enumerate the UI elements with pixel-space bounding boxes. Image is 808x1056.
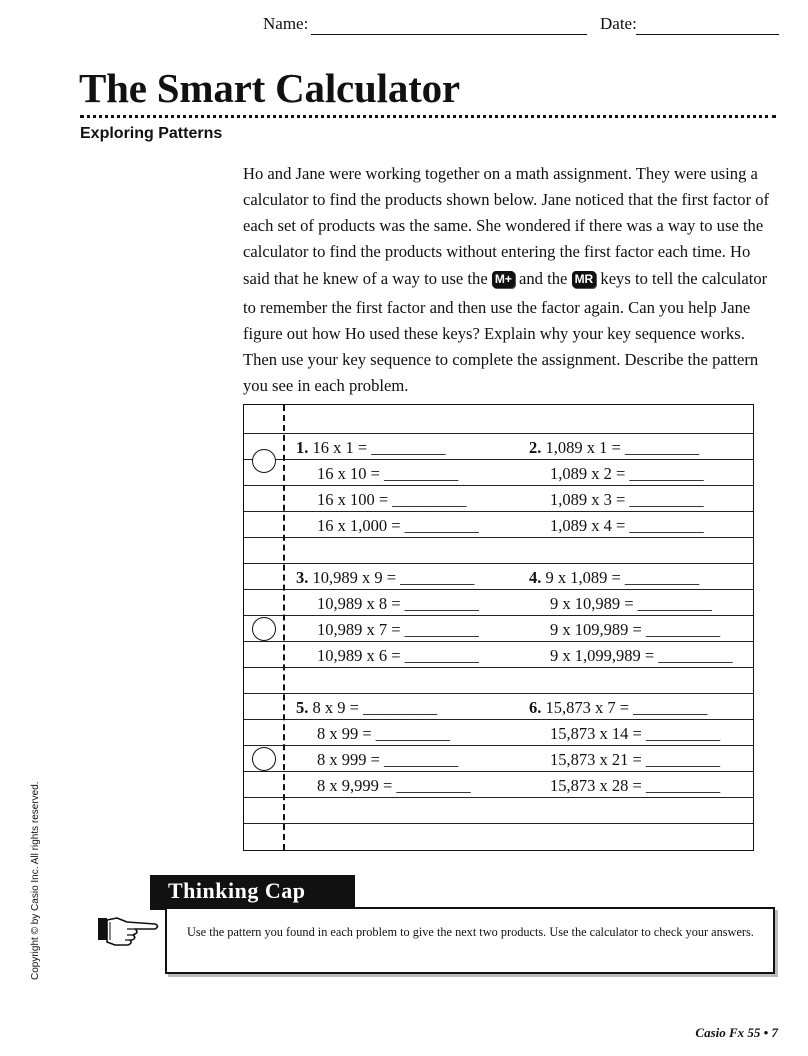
intro-line: calculator to find the products shown below. Jane noticed that the first factor of xyxy=(243,190,770,209)
intro-line: Then use your key sequence to complete the assignment. Describe the pattern xyxy=(243,350,759,369)
problem-line[interactable]: 10,989 x 8 = _________ xyxy=(317,594,479,613)
intro-text: said that he knew of a way to use the xyxy=(243,269,488,288)
thinking-cap-box xyxy=(165,907,775,974)
intro-line: figure out how Ho used these keys? Explain why your key sequence works. xyxy=(243,324,745,343)
problem-line[interactable]: 16 x 100 = _________ xyxy=(317,490,467,509)
ruled-line xyxy=(244,589,753,590)
thinking-cap-title: Thinking Cap xyxy=(168,878,306,903)
problem-line[interactable]: 10,989 x 9 = _________ xyxy=(312,568,475,587)
problem-line[interactable]: 10,989 x 7 = _________ xyxy=(317,620,479,639)
mr-key-icon: MR xyxy=(572,271,597,288)
problem-line[interactable]: 1,089 x 4 = _________ xyxy=(550,516,704,535)
problem-line[interactable]: 15,873 x 7 = _________ xyxy=(545,698,708,717)
page-footer: Casio Fx 55 • 7 xyxy=(695,1025,778,1040)
problem-line[interactable]: 15,873 x 14 = _________ xyxy=(550,724,721,743)
problem-number: 4. xyxy=(529,568,542,587)
ruled-line xyxy=(244,745,753,746)
problem-6 xyxy=(529,698,707,718)
problem-5 xyxy=(296,698,437,718)
binder-hole xyxy=(252,747,276,771)
ruled-line xyxy=(244,485,753,486)
problem-line[interactable]: 15,873 x 21 = _________ xyxy=(550,750,721,769)
problem-4 xyxy=(529,568,699,588)
ruled-line xyxy=(244,641,753,642)
problem-line[interactable]: 10,989 x 6 = _________ xyxy=(317,646,479,665)
problem-line[interactable]: 1,089 x 1 = _________ xyxy=(545,438,700,457)
problem-line[interactable]: 16 x 10 = _________ xyxy=(317,464,459,483)
name-field[interactable] xyxy=(311,34,587,35)
problem-line[interactable]: 8 x 999 = _________ xyxy=(317,750,459,769)
problem-line[interactable]: 8 x 9 = _________ xyxy=(312,698,438,717)
intro-line: Ho and Jane were working together on a math assignment. They were using a xyxy=(243,164,758,183)
intro-line: calculator to find the products without entering the first factor each time. Ho xyxy=(243,242,751,261)
ruled-line xyxy=(244,719,753,720)
ruled-line xyxy=(244,667,753,668)
problem-number: 2. xyxy=(529,438,542,457)
date-field[interactable] xyxy=(636,34,779,35)
ruled-line xyxy=(244,563,753,564)
ruled-line xyxy=(244,537,753,538)
ruled-line xyxy=(244,823,753,824)
ruled-line xyxy=(244,459,753,460)
problem-number: 5. xyxy=(296,698,309,717)
ruled-line xyxy=(244,615,753,616)
ruled-line xyxy=(244,433,753,434)
problem-line[interactable]: 16 x 1,000 = _________ xyxy=(317,516,479,535)
problem-line[interactable]: 15,873 x 28 = _________ xyxy=(550,776,721,795)
pointing-hand-icon xyxy=(97,912,161,959)
ruled-line xyxy=(244,693,753,694)
margin-line xyxy=(283,405,285,850)
intro-line: each set of products was the same. She wondered if there was a way to use the xyxy=(243,216,764,235)
binder-hole xyxy=(252,449,276,473)
section-subtitle: Exploring Patterns xyxy=(80,125,223,142)
ruled-line xyxy=(244,511,753,512)
notebook-paper xyxy=(243,404,754,851)
intro-text: keys to tell the calculator xyxy=(600,269,768,288)
problem-line[interactable]: 1,089 x 2 = _________ xyxy=(550,464,704,483)
intro-text: and the xyxy=(519,269,568,288)
binder-hole xyxy=(252,617,276,641)
intro-line xyxy=(243,269,767,289)
name-label: Name: xyxy=(263,14,309,33)
copyright-notice: Copyright © by Casio Inc. All rights reserved. xyxy=(30,781,41,980)
problem-3 xyxy=(296,568,474,588)
intro-line: to remember the first factor and then use the factor again. Can you help Jane xyxy=(243,298,751,317)
problem-1 xyxy=(296,438,446,458)
problem-2 xyxy=(529,438,699,458)
problem-line[interactable]: 8 x 99 = _________ xyxy=(317,724,451,743)
problem-number: 1. xyxy=(296,438,309,457)
problem-line[interactable]: 16 x 1 = _________ xyxy=(312,438,446,457)
problem-line[interactable]: 9 x 109,989 = _________ xyxy=(550,620,721,639)
problem-line[interactable]: 9 x 10,989 = _________ xyxy=(550,594,712,613)
thinking-cap-tab xyxy=(150,875,355,910)
date-label: Date: xyxy=(600,14,637,33)
problem-line[interactable]: 9 x 1,089 = _________ xyxy=(545,568,700,587)
problem-number: 3. xyxy=(296,568,309,587)
m-plus-key-icon: M+ xyxy=(492,271,515,288)
page-title: The Smart Calculator xyxy=(79,65,460,111)
ruled-line xyxy=(244,797,753,798)
problem-line[interactable]: 1,089 x 3 = _________ xyxy=(550,490,704,509)
problem-number: 6. xyxy=(529,698,542,717)
problem-line[interactable]: 9 x 1,099,989 = _________ xyxy=(550,646,733,665)
title-divider xyxy=(80,115,776,118)
ruled-line xyxy=(244,771,753,772)
problem-line[interactable]: 8 x 9,999 = _________ xyxy=(317,776,471,795)
intro-line: you see in each problem. xyxy=(243,376,409,395)
thinking-cap-text: Use the pattern you found in each problem to give the next two products. Use the calculator to check your answers. xyxy=(187,925,754,939)
